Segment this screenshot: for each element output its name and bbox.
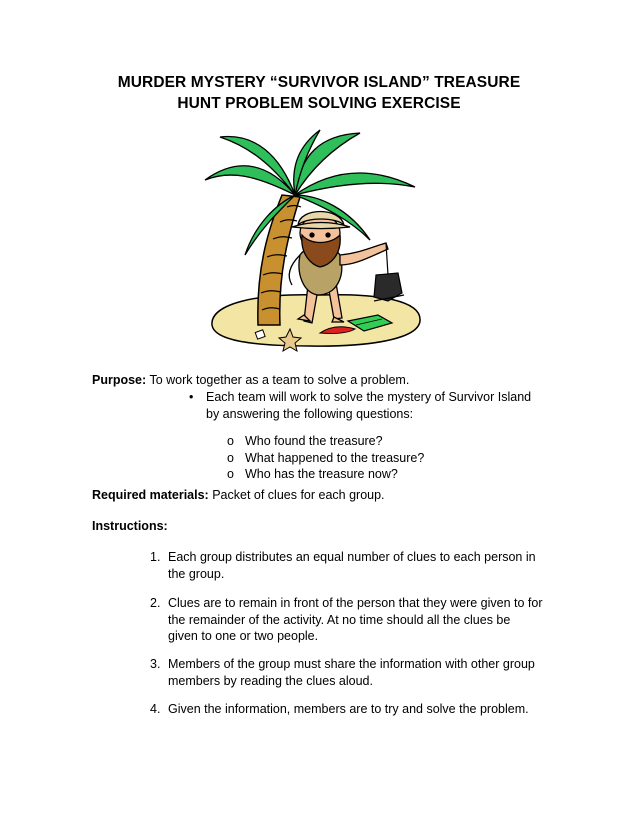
instruction-line: members by reading the clues aloud. <box>168 673 373 688</box>
materials-line <box>92 487 385 504</box>
instruction-number: 3. <box>150 657 161 671</box>
instruction-line: Members of the group must share the information with other group <box>168 657 535 671</box>
materials-text: Packet of clues for each group. <box>212 488 385 502</box>
instruction-line: the group. <box>168 566 225 581</box>
materials-label: Required materials: <box>92 488 209 502</box>
castaway-island-illustration <box>200 125 440 365</box>
instruction-line: Given the information, members are to try and solve the problem. <box>168 702 529 716</box>
instruction-number: 1. <box>150 550 161 564</box>
page-title <box>80 72 558 114</box>
bullet-glyph: • <box>189 390 194 404</box>
question-glyph: o <box>227 450 234 465</box>
question-text: Who found the treasure? <box>245 434 383 448</box>
instruction-number: 2. <box>150 596 161 610</box>
instruction-line: Each group distributes an equal number of clues to each person in <box>168 550 536 564</box>
title-line-1: MURDER MYSTERY “SURVIVOR ISLAND” TREASURE <box>117 74 521 91</box>
title-line-2: HUNT PROBLEM SOLVING EXERCISE <box>177 95 461 112</box>
instruction-line: given to one or two people. <box>168 629 319 643</box>
question-text: Who has the treasure now? <box>245 467 398 481</box>
purpose-line <box>92 372 409 389</box>
instructions-heading: Instructions: <box>92 519 168 533</box>
bullet-line-2: by answering the following questions: <box>206 406 414 421</box>
instruction-number: 4. <box>150 702 161 716</box>
bullet-line-1: Each team will work to solve the mystery of Survivor Island <box>206 390 532 404</box>
question-glyph: o <box>227 434 234 448</box>
instruction-line: the remainder of the activity. At no time should all the clues be <box>168 612 511 627</box>
question-glyph: o <box>227 467 234 481</box>
question-text: What happened to the treasure? <box>245 450 425 465</box>
purpose-text: To work together as a team to solve a problem. <box>149 373 410 387</box>
purpose-label: Purpose: <box>92 373 147 387</box>
instruction-line: Clues are to remain in front of the person that they were given to for <box>168 596 543 610</box>
